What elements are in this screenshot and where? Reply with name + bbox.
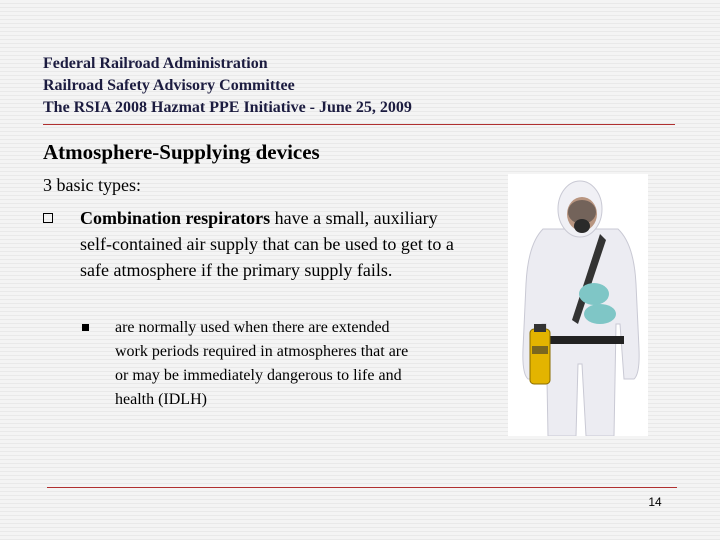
- header-line-initiative: The RSIA 2008 Hazmat PPE Initiative - June 25, 2009: [43, 99, 412, 116]
- header-line-committee: Railroad Safety Advisory Committee: [43, 77, 295, 94]
- filled-square-bullet-icon: [82, 324, 89, 331]
- sub-bullet-text: are normally used when there are extended work periods required in atmospheres that are or may be immediately dangerous to life and health (IDLH): [115, 319, 409, 408]
- bullet-combination-respirators: [43, 205, 463, 283]
- belt: [544, 336, 624, 344]
- hazmat-worker-photo: [508, 174, 648, 436]
- mask-filter: [574, 219, 590, 233]
- bullet1-description: have a small, auxiliary self-contained air supply that can be used to get to a safe atmosphere if the primary supply fails.: [80, 208, 454, 280]
- slide-header: [43, 53, 563, 119]
- intro-text: 3 basic types:: [43, 175, 141, 195]
- right-glove: [579, 283, 609, 305]
- page-number: 14: [648, 495, 662, 509]
- cylinder-valve: [534, 324, 546, 332]
- header-line-agency: Federal Railroad Administration: [43, 55, 268, 72]
- bullet1-text: [80, 205, 463, 283]
- air-cylinder: [530, 329, 550, 384]
- footer-divider: [47, 487, 677, 488]
- bullet1-bold-term: Combination respirators: [80, 208, 271, 228]
- cylinder-band: [532, 346, 548, 354]
- slide-title: Atmosphere-Supplying devices: [43, 140, 320, 164]
- sub-bullet-idlh: [80, 316, 410, 412]
- left-glove: [584, 304, 616, 324]
- header-divider: [43, 124, 675, 125]
- hollow-square-bullet-icon: [43, 213, 53, 223]
